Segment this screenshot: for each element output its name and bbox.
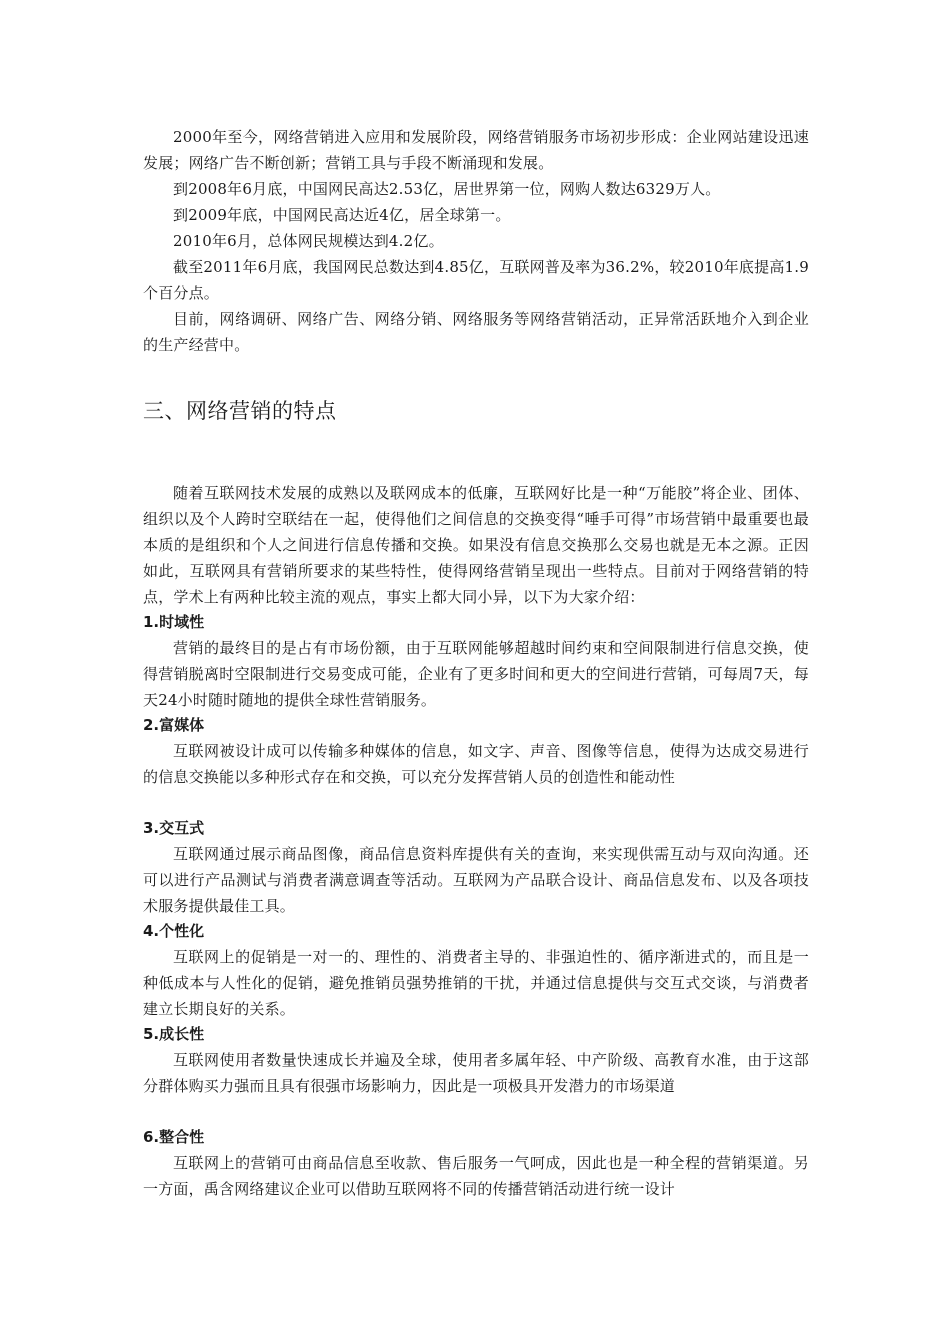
feature-item-6 [143,1125,809,1202]
section-spacer [143,426,809,480]
feature-title: 4.个性化 [143,922,205,940]
feature-item-5 [143,1022,809,1125]
intro-paragraph-1: 2000年至今，网络营销进入应用和发展阶段，网络营销服务市场初步形成：企业网站建设迅速发展；网络广告不断创新；营销工具与手段不断涌现和发展。 [143,128,809,172]
feature-text: 营销的最终目的是占有市场份额，由于互联网能够超越时间约束和空间限制进行信息交换，使得营销脱离时空限制进行交易变成可能，企业有了更多时间和更大的空间进行营销，可每周7天，每天24小时随时随地的提供全球性营销服务。 [143,639,809,709]
document-page [143,124,809,1202]
feature-item-3 [143,816,809,919]
section-title: 三、网络营销的特点 [143,399,337,423]
intro-paragraph-5: 截至2011年6月底，我国网民总数达到4.85亿，互联网普及率为36.2%，较2010年底提高1.9个百分点。 [143,258,809,302]
feature-text: 互联网上的促销是一对一的、理性的、消费者主导的、非强迫性的、循序渐进式的，而且是一种低成本与人性化的促销，避免推销员强势推销的干扰，并通过信息提供与交互式交谈，与消费者建立长期良好的关系。 [143,948,809,1018]
intro-paragraph-6: 目前，网络调研、网络广告、网络分销、网络服务等网络营销活动，正异常活跃地介入到企业的生产经营中。 [143,310,809,354]
section-intro-paragraph: 随着互联网技术发展的成熟以及联网成本的低廉，互联网好比是一种“万能胶”将企业、团体、组织以及个人跨时空联结在一起，使得他们之间信息的交换变得“唾手可得”市场营销中最重要也最本质的是组织和个人之间进行信息传播和交换。如果没有信息交换那么交易也就是无本之源。正因如此，互联网具有营销所要求的某些特性，使得网络营销呈现出一些特点。目前对于网络营销的特点，学术上有两种比较主流的观点，事实上都大同小异，以下为大家介绍： [143,484,809,606]
feature-title: 6.整合性 [143,1128,205,1146]
blank-line [143,790,809,816]
feature-title: 2.富媒体 [143,716,205,734]
feature-item-4 [143,919,809,1022]
feature-title: 3.交互式 [143,819,205,837]
intro-paragraph-4: 2010年6月，总体网民规模达到4.2亿。 [173,232,444,250]
feature-item-2 [143,713,809,816]
feature-text: 互联网通过展示商品图像，商品信息资料库提供有关的查询，来实现供需互动与双向沟通。还可以进行产品测试与消费者满意调查等活动。互联网为产品联合设计、商品信息发布、以及各项技术服务提供最佳工具。 [143,845,809,915]
feature-text: 互联网使用者数量快速成长并遍及全球，使用者多属年轻、中产阶级、高教育水准，由于这部分群体购买力强而且具有很强市场影响力，因此是一项极具开发潜力的市场渠道 [143,1051,809,1095]
intro-paragraph-3: 到2009年底，中国网民高达近4亿，居全球第一。 [173,206,511,224]
feature-text: 互联网上的营销可由商品信息至收款、售后服务一气呵成，因此也是一种全程的营销渠道。另一方面，禹含网络建议企业可以借助互联网将不同的传播营销活动进行统一设计 [143,1154,809,1198]
intro-paragraph-2: 到2008年6月底，中国网民高达2.53亿，居世界第一位，网购人数达6329万人。 [173,180,721,198]
feature-text: 互联网被设计成可以传输多种媒体的信息，如文字、声音、图像等信息，使得为达成交易进行的信息交换能以多种形式存在和交换，可以充分发挥营销人员的创造性和能动性 [143,742,809,786]
blank-line [143,1099,809,1125]
feature-item-1 [143,610,809,713]
feature-title: 5.成长性 [143,1025,205,1043]
feature-title: 1.时域性 [143,613,205,631]
